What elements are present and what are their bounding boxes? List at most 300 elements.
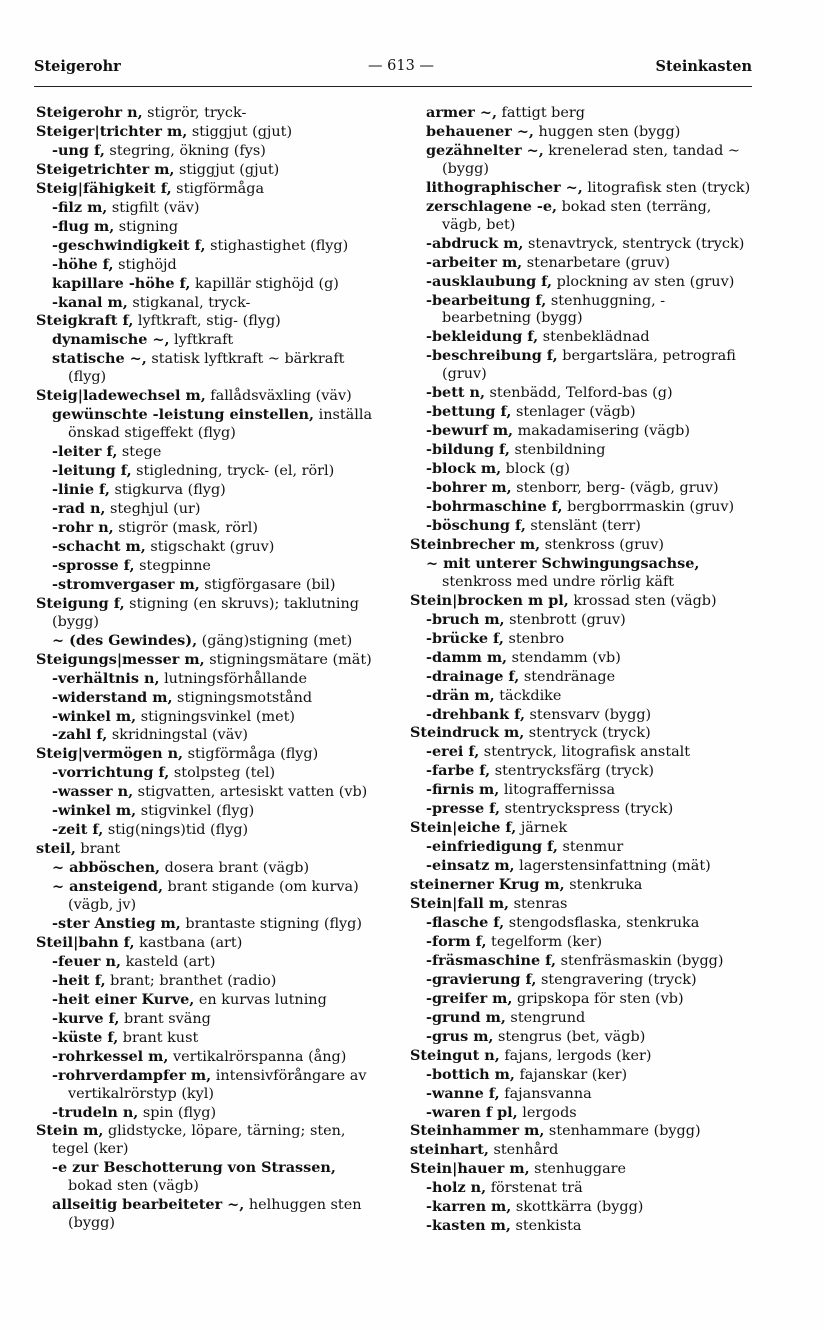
dictionary-entry [36,689,384,708]
entry-headword: -gravierung f, [426,970,537,988]
entry-headword: -bewurf m, [426,422,514,440]
entry-translation: stiggjut (gjut) [174,161,280,178]
dictionary-entry [36,670,384,689]
entry-translation: makadamisering (vägb) [513,423,691,440]
dictionary-entry [410,179,752,198]
entry-translation: stenavtryck, stentryck (tryck) [523,235,745,252]
entry-headword: -bottich m, [426,1065,515,1083]
entry-translation: brant [75,841,121,858]
entry-translation: bergborrmaskin (gruv) [562,499,735,516]
entry-headword: -brücke f, [426,629,504,647]
entry-translation: stig(nings)tid (flyg) [103,822,249,839]
entry-translation: bergartslära, petrografi (gruv) [442,348,736,383]
dictionary-entry [36,915,384,934]
dictionary-entry [410,895,752,914]
dictionary-entry [410,123,752,142]
entry-headword: -höhe f, [52,255,114,273]
dictionary-entry [36,595,384,632]
entry-translation: stigning [114,218,179,235]
dictionary-entry [36,331,384,350]
dictionary-entry [36,972,384,991]
dictionary-entry [410,517,752,536]
entry-headword: -böschung f, [426,516,526,534]
dictionary-entry [410,235,752,254]
dictionary-entry [410,198,752,235]
entry-translation: stenslänt (terr) [525,517,641,534]
entry-translation: bokad sten (terräng, vägb, bet) [442,198,712,233]
entry-translation: stigning (en skruvs); taklutning (bygg) [52,595,359,630]
dictionary-entry [36,821,384,840]
dictionary-entry [36,275,384,294]
entry-translation: stegpinne [134,557,211,574]
entry-headword: steil, [36,840,76,858]
entry-translation: stigvinkel (flyg) [136,803,255,820]
dictionary-entry [36,161,384,180]
entry-headword: Stein m, [36,1122,104,1140]
entry-translation: stentryck, litografisk anstalt [479,744,691,761]
entry-headword: ~ abböschen, [52,859,161,877]
entry-headword: -sprosse f, [52,556,135,574]
entry-translation: stigningsmätare (mät) [204,651,372,668]
entry-translation: stengravering (tryck) [536,971,697,988]
entry-headword: Steil|bahn f, [36,933,135,951]
entry-translation: skridningstal (väv) [107,727,249,744]
entry-translation: glidstycke, löpare, tärning; sten, tegel (ker) [52,1123,346,1158]
entry-headword: -beschreibung f, [426,347,558,365]
entry-translation: stenhuggare [529,1161,627,1178]
dictionary-entry [410,611,752,630]
entry-translation: fajanskar (ker) [514,1066,628,1083]
entry-translation: fajans, lergods (ker) [499,1047,652,1064]
entry-headword: -block m, [426,460,502,478]
dictionary-entry [410,1066,752,1085]
dictionary-entry [410,781,752,800]
entry-translation: stegring, ökning (fys) [104,142,266,159]
dictionary-entry [410,1028,752,1047]
entry-headword: -vorrichtung f, [52,764,170,782]
dictionary-entry [410,990,752,1009]
entry-headword: -zahl f, [52,726,108,744]
entry-headword: -erei f, [426,743,480,761]
entry-headword: -bett n, [426,384,485,402]
entry-translation: stenbro [503,630,565,647]
dictionary-entry [410,1160,752,1179]
entry-translation: stigkurva (flyg) [109,482,226,499]
entry-translation: fajansvanna [499,1085,592,1102]
entry-headword: Steinbrecher m, [410,535,541,553]
entry-headword: -trudeln n, [52,1103,139,1121]
entry-headword: Steiger|trichter m, [36,122,188,140]
dictionary-entry [36,538,384,557]
entry-translation: stigningsvinkel (met) [136,708,296,725]
dictionary-entry [410,971,752,990]
dictionary-entry [410,914,752,933]
dictionary-entry [36,462,384,481]
entry-headword: -bildung f, [426,441,510,459]
entry-translation: kasteld (art) [121,953,216,970]
entry-headword: -drehbank f, [426,705,525,723]
entry-headword: Steigkraft f, [36,312,134,330]
dictionary-entry [36,783,384,802]
dictionary-entry [410,479,752,498]
right-column [410,104,752,1236]
entry-translation: stenmur [557,839,624,856]
entry-translation: stenhård [488,1142,559,1159]
dictionary-entry [36,406,384,443]
entry-headword: steinerner Krug m, [410,876,565,894]
dictionary-entry [410,1198,752,1217]
entry-translation: lyftkraft [169,332,234,349]
dictionary-entry [36,840,384,859]
dictionary-entry [36,443,384,462]
dictionary-entry [410,933,752,952]
entry-translation: stengodsflaska, stenkruka [504,914,700,931]
dictionary-entry [36,237,384,256]
dictionary-entry [36,1122,384,1159]
entry-headword: Steinhammer m, [410,1122,545,1140]
entry-headword: zerschlagene -e, [426,197,558,215]
entry-translation: gripskopa för sten (vb) [512,990,684,1007]
dictionary-entry [410,384,752,403]
entry-headword: -wasser n, [52,783,134,801]
entry-translation: brant sväng [119,1010,211,1027]
entry-translation: brantaste stigning (flyg) [180,915,362,932]
entry-translation: stigningsmotstånd [172,689,313,706]
entry-translation: litografisk sten (tryck) [582,179,751,196]
entry-translation: stentryckspress (tryck) [500,801,674,818]
entry-headword: -form f, [426,932,487,950]
entry-translation: fallådsväxling (väv) [205,388,352,405]
entry-translation: krossad sten (vägb) [568,592,717,609]
entry-headword: Steigung f, [36,594,125,612]
entry-headword: -winkel m, [52,802,137,820]
dictionary-entry [410,819,752,838]
dictionary-entry [36,859,384,878]
dictionary-entry [410,857,752,876]
entry-translation: bokad sten (vägb) [68,1178,199,1195]
dictionary-entry [410,668,752,687]
entry-translation: stendamm (vb) [507,649,621,666]
dictionary-entry [410,762,752,781]
entry-translation: stenkista [510,1218,582,1235]
entry-headword: -flasche f, [426,913,505,931]
entry-translation: stenbrott (gruv) [504,611,626,628]
entry-headword: -verhältnis n, [52,669,160,687]
dictionary-entry [410,649,752,668]
entry-headword: -presse f, [426,800,501,818]
entry-headword: Stein|fall m, [410,895,510,913]
dictionary-entry [36,500,384,519]
dictionary-entry [410,403,752,422]
dictionary-entry [36,576,384,595]
entry-translation: stengrund [505,1009,586,1026]
dictionary-entry [36,142,384,161]
dictionary-entry [36,1048,384,1067]
entry-headword: -wanne f, [426,1084,500,1102]
entry-headword: ~ mit unterer Schwingungsachse, [426,554,700,572]
dictionary-entry [410,1122,752,1141]
dictionary-entry [410,292,752,329]
dictionary-entry [36,1029,384,1048]
entry-headword: steinhart, [410,1141,489,1159]
entry-translation: stenborr, berg- (vägb, gruv) [511,480,719,497]
header-rule [34,86,752,87]
entry-headword: -drainage f, [426,667,520,685]
entry-translation: fattigt berg [496,105,585,121]
entry-headword: -kasten m, [426,1217,511,1235]
dictionary-entry [36,312,384,331]
entry-headword: -geschwindigkeit f, [52,236,206,254]
entry-headword: Steigetrichter m, [36,160,175,178]
entry-translation: stigförgasare (bil) [199,576,336,593]
entry-translation: stigledning, tryck- (el, rörl) [131,463,335,480]
entry-headword: statische ~, [52,350,147,368]
dictionary-entry [410,498,752,517]
entry-headword: -feuer n, [52,952,122,970]
entry-headword: -küste f, [52,1028,119,1046]
dictionary-entry [410,273,752,292]
entry-translation: lyftkraft, stig- (flyg) [133,313,281,330]
entry-translation: stiggjut (gjut) [187,123,293,140]
entry-headword: behauener ~, [426,122,534,140]
dictionary-entry [410,838,752,857]
dictionary-entry [410,630,752,649]
entry-headword: -ster Anstieg m, [52,914,181,932]
entry-headword: -stromvergaser m, [52,575,200,593]
entry-headword: Steig|ladewechsel m, [36,387,206,405]
entry-headword: -damm m, [426,648,508,666]
dictionary-entry [36,481,384,500]
dictionary-entry [36,878,384,915]
entry-translation: stege [117,444,162,461]
running-header [34,58,752,80]
dictionary-entry [410,1009,752,1028]
entry-headword: Steindruck m, [410,724,525,742]
dictionary-entry [36,519,384,538]
dictionary-entry [36,1159,384,1196]
entry-headword: -winkel m, [52,707,137,725]
dictionary-entry [410,1217,752,1236]
entry-headword: -grus m, [426,1027,494,1045]
entry-translation: stenhuggning, -bearbetning (bygg) [442,292,666,327]
entry-translation: statisk lyftkraft ~ bärkraft (flyg) [68,351,345,386]
entry-translation: lergods [517,1104,577,1121]
entry-translation: stenkruka [564,877,643,894]
dictionary-entry [36,745,384,764]
entry-headword: -abdruck m, [426,234,524,252]
entry-headword: -ung f, [52,141,105,159]
entry-translation: stenkross med undre rörlig käft [442,573,675,590]
entry-translation: stentryck (tryck) [524,725,651,742]
entry-headword: armer ~, [426,104,497,121]
header-right-guideword: Steinkasten [655,58,752,75]
entry-headword: -flug m, [52,217,115,235]
entry-translation: stenlager (vägb) [511,404,636,421]
entry-translation: lutningsförhållande [159,670,307,687]
dictionary-entry [36,104,384,123]
entry-translation: tegelform (ker) [486,933,603,950]
entry-headword: -bohrer m, [426,479,512,497]
dictionary-entry [410,422,752,441]
dictionary-entry [36,199,384,218]
dictionary-entry [410,104,752,123]
entry-translation: stigfilt (väv) [107,199,200,216]
entry-headword: dynamische ~, [52,331,170,349]
entry-translation: stigkanal, tryck- [127,294,251,311]
dictionary-entry [36,1196,384,1233]
entry-headword: -bettung f, [426,403,512,421]
entry-headword: -bekleidung f, [426,328,539,346]
entry-translation: stenbeklädnad [538,329,650,346]
left-column [36,104,384,1233]
entry-headword: -widerstand m, [52,688,173,706]
dictionary-entry [410,687,752,706]
dictionary-entry [410,555,752,592]
entry-translation: stigrör (mask, rörl) [113,519,258,536]
entry-translation: huggen sten (bygg) [533,123,681,140]
dictionary-entry [36,256,384,275]
entry-translation: stenbädd, Telford-bas (g) [484,385,673,402]
entry-translation: spin (flyg) [138,1104,217,1121]
dictionary-entry [36,1104,384,1123]
dictionary-entry [410,1141,752,1160]
dictionary-entry [36,180,384,199]
entry-translation: stenfräsmaskin (bygg) [556,952,724,969]
entry-translation: järnek [516,820,568,837]
entry-translation: stengrus (bet, vägb) [493,1028,646,1045]
entry-headword: -bohrmaschine f, [426,498,563,516]
dictionary-entry [36,651,384,670]
entry-translation: skottkärra (bygg) [511,1199,644,1216]
entry-translation: en kurvas lutning [194,991,327,1008]
entry-headword: -einsatz m, [426,857,515,875]
entry-headword: Stein|eiche f, [410,819,517,837]
dictionary-entry [410,441,752,460]
dictionary-entry [410,460,752,479]
entry-headword: Steingut n, [410,1046,500,1064]
dictionary-entry [410,800,752,819]
dictionary-entry [36,1010,384,1029]
entry-translation: krenelerad sten, tandad ~ (bygg) [442,142,740,177]
dictionary-entry [36,632,384,651]
dictionary-entry [36,218,384,237]
entry-headword: -firnis m, [426,781,500,799]
entry-translation: steghjul (ur) [105,501,201,518]
dictionary-entry [410,876,752,895]
entry-translation: stolpsteg (tel) [169,765,276,782]
dictionary-entry [36,294,384,313]
entry-translation: stighöjd [113,256,177,273]
entry-translation: intensivförångare av vertikalrörstyp (kyl) [68,1067,367,1102]
dictionary-entry [36,991,384,1010]
entry-headword: -rohr n, [52,518,114,536]
entry-translation: lagerstensinfattning (mät) [514,858,711,875]
dictionary-entry [36,726,384,745]
entry-headword: -karren m, [426,1198,512,1216]
entry-translation: kapillär stighöjd (g) [190,275,339,292]
entry-translation: brant; branthet (radio) [105,972,277,989]
entry-headword: ~ ansteigend, [52,878,163,896]
dictionary-entry [410,952,752,971]
entry-headword: -heit einer Kurve, [52,990,195,1008]
entry-translation: stensvarv (bygg) [524,706,652,723]
entry-translation: stenbildning [509,442,606,459]
entry-headword: -filz m, [52,198,108,216]
dictionary-entry [36,708,384,727]
entry-headword: -leiter f, [52,443,118,461]
entry-headword: -greifer m, [426,989,513,1007]
dictionary-entry [36,953,384,972]
entry-headword: -rohrverdampfer m, [52,1066,212,1084]
dictionary-entry [410,1047,752,1066]
entry-headword: gewünschte -leistung einstellen, [52,406,315,424]
dictionary-entry [410,1104,752,1123]
dictionary-entry [410,592,752,611]
entry-headword: -arbeiter m, [426,253,523,271]
header-left-guideword: Steigerohr [34,58,121,75]
entry-translation: plockning av sten (gruv) [552,273,735,290]
entry-headword: Steigerohr n, [36,104,143,121]
entry-headword: -drän m, [426,686,495,704]
entry-headword: -rad n, [52,500,106,518]
entry-translation: litograffernissa [499,782,616,799]
entry-headword: ~ (des Gewindes), [52,631,198,649]
entry-translation: förstenat trä [486,1180,583,1197]
entry-translation: brant kust [118,1029,199,1046]
entry-headword: Steig|fähigkeit f, [36,179,172,197]
entry-headword: -leitung f, [52,462,132,480]
dictionary-entry [36,1067,384,1104]
entry-translation: stighastighet (flyg) [205,237,349,254]
dictionary-entry [36,387,384,406]
entry-headword: -rohrkessel m, [52,1047,169,1065]
dictionary-entry [36,764,384,783]
entry-headword: -kurve f, [52,1009,120,1027]
page-number: — 613 — [368,58,434,74]
dictionary-entry [36,350,384,387]
entry-translation: (gäng)stigning (met) [197,632,353,649]
entry-headword: Steigungs|messer m, [36,650,205,668]
entry-headword: -zeit f, [52,821,104,839]
entry-headword: -waren f pl, [426,1103,518,1121]
entry-translation: inställa önskad stigeffekt (flyg) [68,407,373,442]
dictionary-entry [410,347,752,384]
dictionary-entry [410,1085,752,1104]
dictionary-entry [36,802,384,821]
entry-translation: stigvatten, artesiskt vatten (vb) [133,784,368,801]
entry-translation: brant stigande (om kurva) (vägb, jv) [68,879,359,914]
entry-headword: Stein|brocken m pl, [410,591,569,609]
entry-headword: -e zur Beschotterung von Strassen, [52,1159,336,1177]
entry-translation: vertikalrörspanna (ång) [168,1048,347,1065]
entry-translation: stenarbetare (gruv) [522,254,670,271]
entry-headword: -farbe f, [426,762,491,780]
dictionary-entry [36,557,384,576]
entry-headword: -bruch m, [426,610,505,628]
dictionary-entry [410,142,752,179]
dictionary-entry [36,123,384,142]
entry-translation: helhuggen sten (bygg) [68,1197,362,1232]
entry-headword: -einfriedigung f, [426,838,558,856]
entry-translation: stendränage [519,668,616,685]
dictionary-entry [410,536,752,555]
entry-headword: -kanal m, [52,293,128,311]
entry-translation: stentrycksfärg (tryck) [490,763,655,780]
entry-translation: stigschakt (gruv) [145,538,275,555]
entry-translation: block (g) [501,461,570,478]
dictionary-entry [410,743,752,762]
entry-headword: -heit f, [52,971,106,989]
